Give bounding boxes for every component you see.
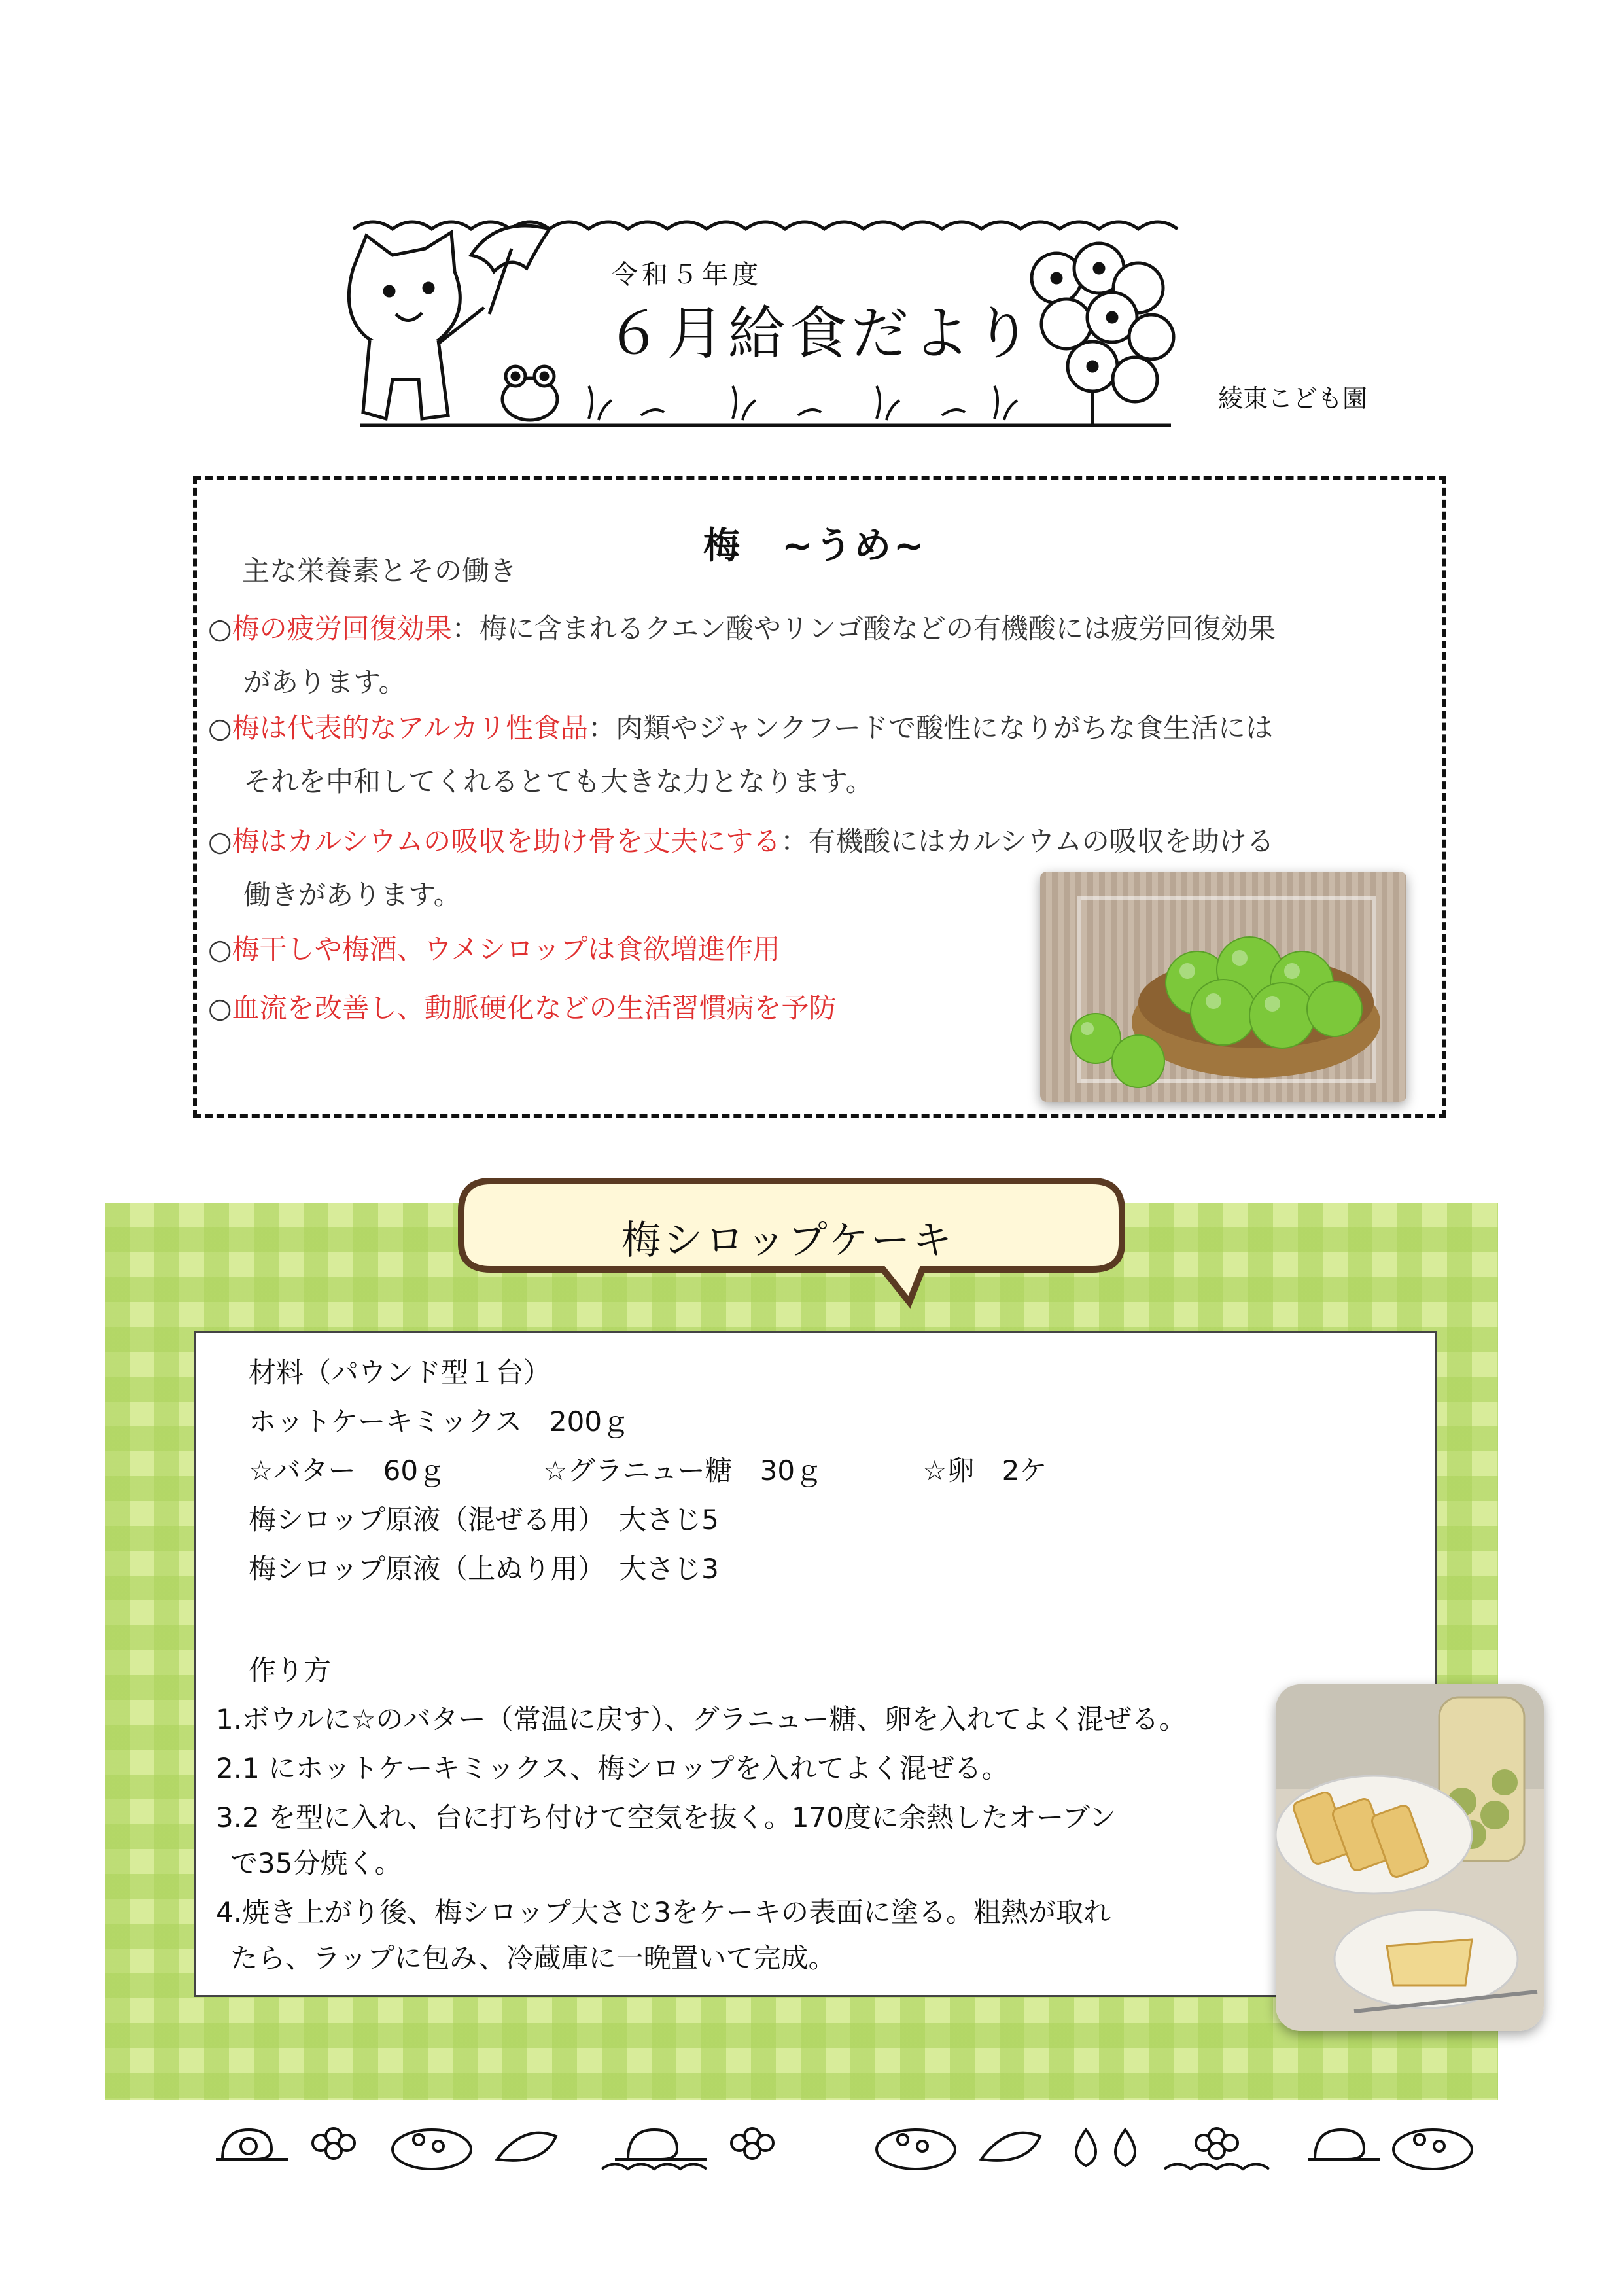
steps-heading: 作り方 [249,1654,332,1686]
step-line: 2.1 にホットケーキミックス、梅シロップを入れてよく混ぜる。 [216,1752,1009,1784]
ingredient-line: ☆バター 60ｇ [249,1455,446,1487]
item-separator: ： [451,612,480,645]
leaf-icon [497,2133,556,2161]
ingredient-line: ホットケーキミックス 200ｇ [249,1405,630,1438]
nutrition-item [208,701,1399,809]
snail-icon [602,2130,707,2169]
footer-decoration [209,2110,1478,2176]
item-continuation: があります。 [243,666,406,698]
ingredient-line: 梅シロップ原液（混ぜる用） 大さじ5 [249,1504,719,1536]
step-line: 3.2 を型に入れ、台に打ち付けて空気を抜く。170度に余熱したオーブン [216,1801,1117,1833]
hydrangea-icon [393,2130,471,2169]
item-text: 梅に含まれるクエン酸やリンゴ酸などの有機酸には疲労回復効果 [479,612,1276,645]
ingredient-line: 梅シロップ原液（上ぬり用） 大さじ3 [249,1553,719,1585]
item-highlight: 梅は代表的なアルカリ性食品 [232,712,588,744]
bullet: ○ [208,992,232,1024]
school-name: 綾東こども園 [1218,384,1368,413]
snail-icon [216,2130,288,2159]
flower-icon [313,2128,355,2159]
step-line: 1.ボウルに☆のバター（常温に戻す）、グラニュー糖、卵を入れてよく混ぜる。 [216,1703,1187,1735]
nutrition-title: 梅 ~うめ~ [703,525,927,567]
nutrition-subtitle: 主な栄養素とその働き [242,555,517,587]
item-text: 有機酸にはカルシウムの吸収を助ける [808,825,1274,857]
bullet: ○ [208,612,232,645]
item-highlight: 梅干しや梅酒、ウメシロップは食欲増進作用 [232,933,780,965]
step-line: で35分焼く。 [230,1847,402,1879]
ume-fruit-photo [1040,872,1406,1102]
item-highlight: 血流を改善し、動脈硬化などの生活習慣病を予防 [232,992,837,1024]
hydrangea-icon [1032,243,1174,425]
item-separator: ： [780,825,809,857]
fiscal-year-label: 令和５年度 [612,260,762,290]
ingredient-line: ☆卵 2ケ [922,1455,1047,1487]
hydrangea-icon [877,2130,955,2169]
item-continuation: 働きがあります。 [243,879,461,911]
umbrella-icon [471,226,550,314]
frog-icon [502,366,557,420]
item-separator: ： [587,712,616,744]
flower-icon [731,2128,773,2159]
nutrition-item [208,602,1399,709]
bullet: ○ [208,933,232,965]
newsletter-title: ６月給食だより [605,300,1036,367]
ingredient-line: ☆グラニュー糖 30ｇ [543,1455,823,1487]
leaf-icon [981,2133,1040,2161]
bullet: ○ [208,825,232,857]
bullet: ○ [208,712,232,744]
recipe-title: 梅シロップケーキ [621,1218,954,1263]
item-highlight: 梅はカルシウムの吸収を助け骨を丈夫にする [232,825,781,857]
cat-icon [349,232,484,419]
step-line: たら、ラップに包み、冷蔵庫に一晩置いて完成。 [230,1942,836,1974]
sprout-icon [589,386,1017,420]
snail-icon [1308,2130,1380,2159]
flower-icon [1164,2128,1269,2169]
cake-photo [1276,1684,1544,2031]
raindrop-icon [1076,2130,1135,2166]
item-highlight: 梅の疲労回復効果 [232,612,452,645]
step-line: 4.焼き上がり後、梅シロップ大さじ3をケーキの表面に塗る。粗熱が取れ [216,1896,1111,1928]
item-continuation: それを中和してくれるとても大きな力となります。 [243,766,873,798]
item-text: 肉類やジャンクフードで酸性になりがちな食生活には [616,712,1274,744]
hydrangea-icon [1393,2130,1472,2169]
ingredients-heading: 材料（パウンド型１台） [249,1356,551,1388]
